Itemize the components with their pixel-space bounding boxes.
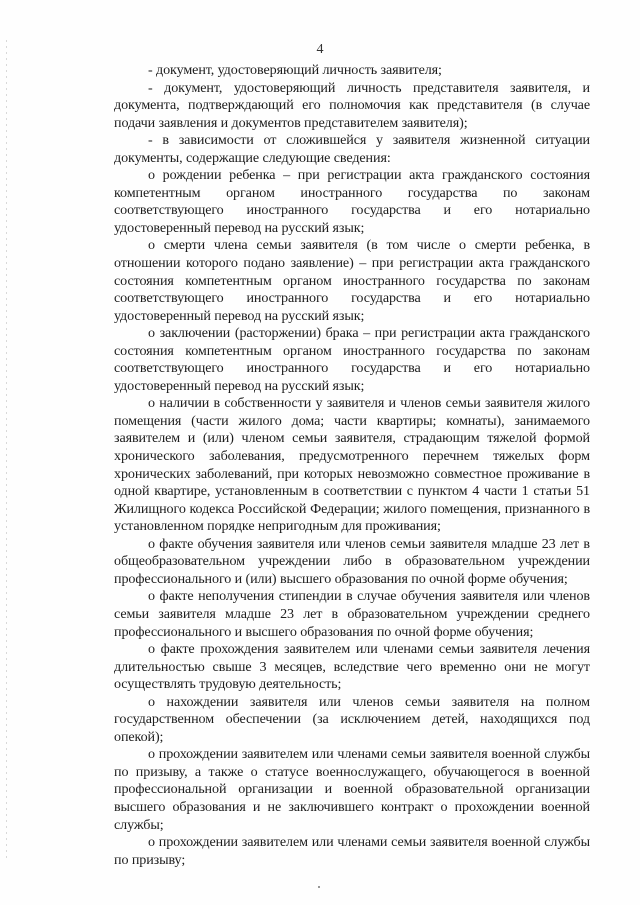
paragraph-military-service-status: о прохождении заявителем или членами семьи заявителя военной службы по призыву, а также о статусе военнослужащего, обучающегося в военной профессиональной организации и военной образовательной организации высшего образования и не заключившего контракт о прохождении военной службы;	[114, 746, 590, 833]
page-number: 4	[316, 42, 324, 57]
paragraph-housing: о наличии в собственности у заявителя и членов семьи заявителя жилого помещения (части жилого дома; части квартиры; комнаты), занимаемого заявителем и (или) членом семьи заявителя, страдающим тяжелой формой хронического заболевания, предусмотренного перечнем тяжелых форм хронических заболеваний, при которых невозможно совместное проживание в одной квартире, установленным в соответствии с пунктом 4 части 1 статьи 51 Жилищного кодекса Российской Федерации; жилого помещения, признанного в установленном порядке непригодным для проживания;	[114, 395, 590, 535]
scan-edge-mark	[6, 40, 7, 860]
document-body	[114, 62, 590, 869]
paragraph-identity-document: - документ, удостоверяющий личность заявителя;	[148, 62, 442, 78]
paragraph-death: о смерти члена семьи заявителя (в том числе о смерти ребенка, в отношении которого подано заявление) – при регистрации акта гражданского состояния компетентным органом иностранного государства по законам соответствующего иностранного государства и его нотариально удостоверенный перевод на русский язык;	[114, 237, 590, 324]
paragraph-treatment: о факте прохождения заявителем или членами семьи заявителя лечения длительностью свыше 3 месяцев, вследствие чего временно они не могут осуществлять трудовую деятельность;	[114, 641, 590, 693]
paragraph-military-service: о прохождении заявителем или членами семьи заявителя военной службы по призыву;	[114, 834, 590, 868]
paragraph-birth: о рождении ребенка – при регистрации акта гражданского состояния компетентным органом иностранного государства по законам соответствующего иностранного государства и его нотариально удостоверенный перевод на русский язык;	[114, 167, 590, 236]
paragraph-representative-document: - документ, удостоверяющий личность представителя заявителя, и документа, подтверждающий его полномочия как представителя (в случае подачи заявления и документов представителем заявителя);	[114, 79, 590, 131]
paragraph-education: о факте обучения заявителя или членов семьи заявителя младше 23 лет в общеобразовательном учреждении либо в образовательном учреждении профессионального и (или) высшего образования по очной форме обучения;	[114, 535, 590, 587]
paragraph-stipend: о факте неполучения стипендии в случае обучения заявителя или членов семьи заявителя младше 23 лет в образовательном учреждении среднего профессионального и высшего образования по очной форме обучения;	[114, 588, 590, 640]
scan-dot	[318, 886, 320, 888]
paragraph-life-situation: - в зависимости от сложившейся у заявителя жизненной ситуации документы, содержащие следующие сведения:	[114, 132, 590, 166]
paragraph-state-support: о нахождении заявителя или членов семьи заявителя на полном государственном обеспечении (за исключением детей, находящихся под опекой);	[114, 693, 590, 745]
paragraph-marriage: о заключении (расторжении) брака – при регистрации акта гражданского состояния компетентным органом иностранного государства по законам соответствующего иностранного государства и его нотариально удостоверенный перевод на русский язык;	[114, 325, 590, 394]
